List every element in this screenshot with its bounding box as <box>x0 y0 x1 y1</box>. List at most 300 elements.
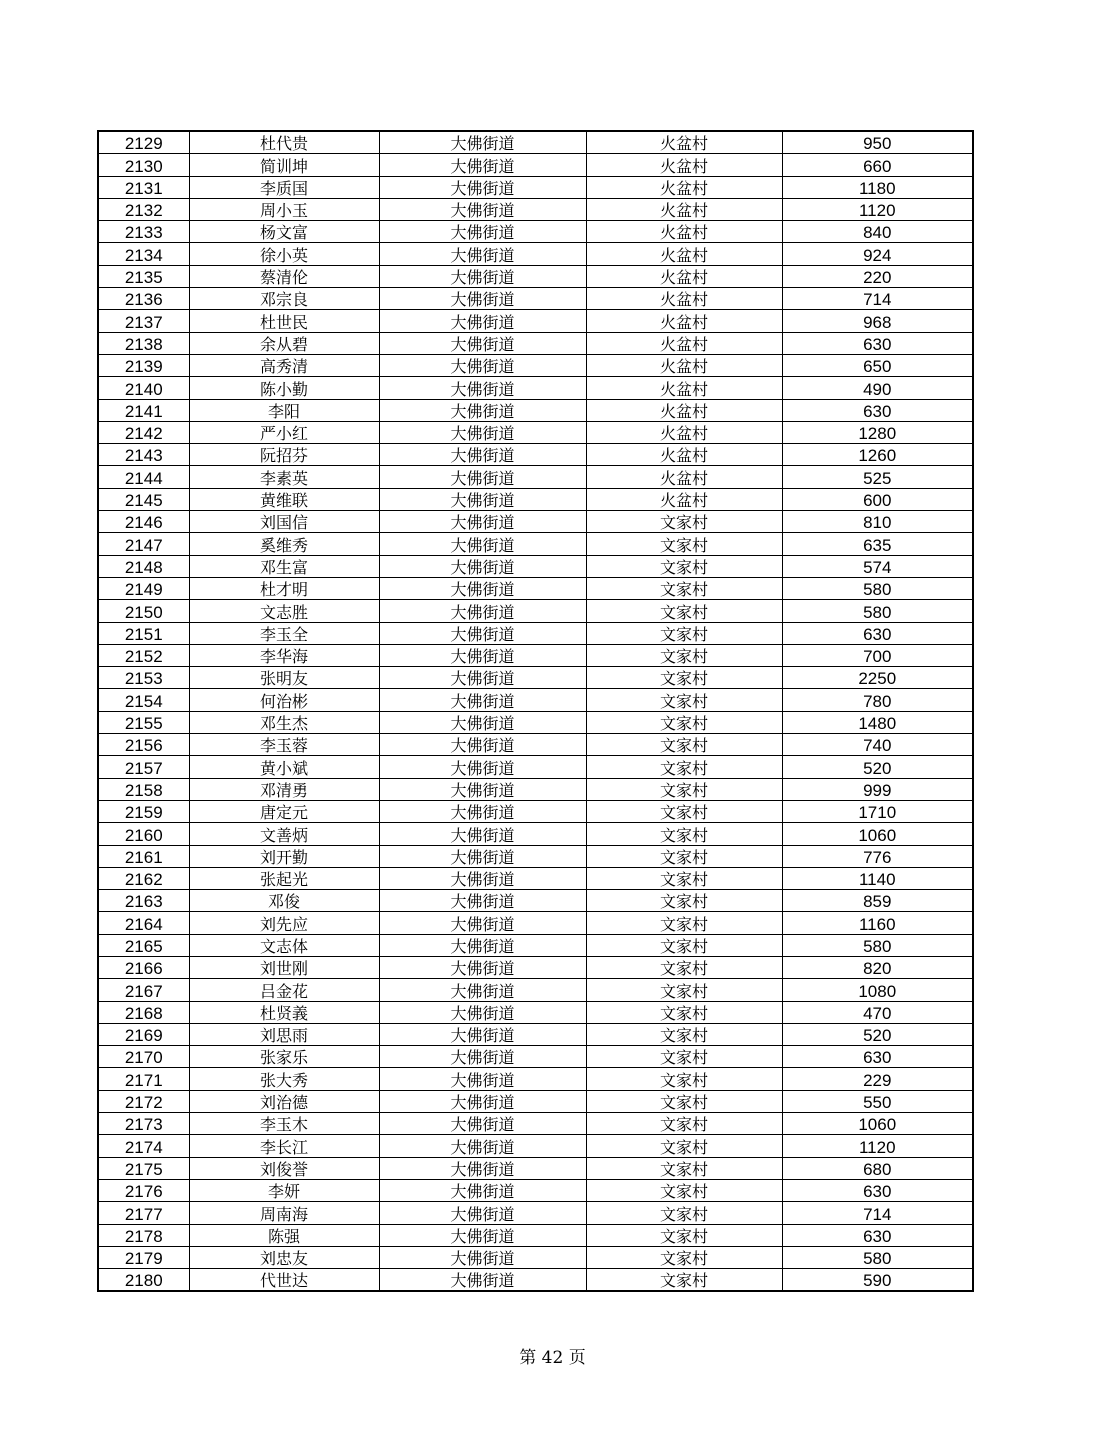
table-row <box>98 1224 973 1246</box>
cell-serial-number: 2137 <box>98 310 189 332</box>
cell-amount: 2250 <box>782 667 973 689</box>
cell-serial-number: 2136 <box>98 288 189 310</box>
cell-person-name: 李妍 <box>189 1179 379 1201</box>
cell-person-name: 刘开勤 <box>189 845 379 867</box>
cell-street: 大佛街道 <box>379 1269 586 1292</box>
cell-amount: 840 <box>782 221 973 243</box>
table-row <box>98 1157 973 1179</box>
table-row <box>98 1001 973 1023</box>
cell-street: 大佛街道 <box>379 1023 586 1045</box>
cell-amount: 630 <box>782 1046 973 1068</box>
table-row <box>98 734 973 756</box>
cell-village: 文家村 <box>586 890 782 912</box>
cell-person-name: 周南海 <box>189 1202 379 1224</box>
cell-amount: 1080 <box>782 979 973 1001</box>
table-row <box>98 711 973 733</box>
cell-street: 大佛街道 <box>379 310 586 332</box>
cell-amount: 525 <box>782 466 973 488</box>
cell-serial-number: 2160 <box>98 823 189 845</box>
cell-street: 大佛街道 <box>379 800 586 822</box>
cell-village: 文家村 <box>586 1090 782 1112</box>
cell-village: 火盆村 <box>586 176 782 198</box>
table-row <box>98 1113 973 1135</box>
cell-amount: 1180 <box>782 176 973 198</box>
table-row <box>98 756 973 778</box>
cell-village: 文家村 <box>586 912 782 934</box>
cell-serial-number: 2172 <box>98 1090 189 1112</box>
table-row <box>98 1046 973 1068</box>
cell-person-name: 奚维秀 <box>189 533 379 555</box>
cell-amount: 220 <box>782 265 973 287</box>
cell-amount: 590 <box>782 1269 973 1292</box>
cell-serial-number: 2176 <box>98 1179 189 1201</box>
table-row <box>98 1135 973 1157</box>
cell-amount: 950 <box>782 131 973 154</box>
cell-person-name: 李质国 <box>189 176 379 198</box>
cell-person-name: 李玉蓉 <box>189 734 379 756</box>
cell-person-name: 黄维联 <box>189 488 379 510</box>
cell-serial-number: 2150 <box>98 600 189 622</box>
table-row <box>98 131 973 154</box>
cell-village: 火盆村 <box>586 221 782 243</box>
table-row <box>98 778 973 800</box>
cell-amount: 520 <box>782 1023 973 1045</box>
cell-amount: 1140 <box>782 867 973 889</box>
cell-serial-number: 2170 <box>98 1046 189 1068</box>
table-row <box>98 800 973 822</box>
cell-street: 大佛街道 <box>379 131 586 154</box>
cell-person-name: 何治彬 <box>189 689 379 711</box>
cell-person-name: 刘先应 <box>189 912 379 934</box>
cell-street: 大佛街道 <box>379 221 586 243</box>
cell-serial-number: 2147 <box>98 533 189 555</box>
table-row <box>98 934 973 956</box>
cell-person-name: 高秀清 <box>189 354 379 376</box>
table-row <box>98 154 973 176</box>
cell-street: 大佛街道 <box>379 1068 586 1090</box>
table-row <box>98 689 973 711</box>
cell-village: 火盆村 <box>586 198 782 220</box>
table-row <box>98 890 973 912</box>
cell-village: 火盆村 <box>586 265 782 287</box>
cell-serial-number: 2140 <box>98 377 189 399</box>
cell-street: 大佛街道 <box>379 1046 586 1068</box>
cell-village: 文家村 <box>586 1023 782 1045</box>
cell-village: 文家村 <box>586 555 782 577</box>
cell-village: 文家村 <box>586 934 782 956</box>
cell-village: 火盆村 <box>586 332 782 354</box>
cell-village: 文家村 <box>586 622 782 644</box>
cell-person-name: 杜代贵 <box>189 131 379 154</box>
table-row <box>98 221 973 243</box>
cell-amount: 680 <box>782 1157 973 1179</box>
table-row <box>98 1179 973 1201</box>
cell-street: 大佛街道 <box>379 488 586 510</box>
table-row <box>98 377 973 399</box>
cell-serial-number: 2153 <box>98 667 189 689</box>
cell-amount: 776 <box>782 845 973 867</box>
cell-village: 文家村 <box>586 1001 782 1023</box>
cell-person-name: 陈强 <box>189 1224 379 1246</box>
cell-person-name: 吕金花 <box>189 979 379 1001</box>
table-row <box>98 421 973 443</box>
cell-amount: 580 <box>782 1246 973 1268</box>
table-row <box>98 488 973 510</box>
table-row <box>98 867 973 889</box>
cell-amount: 520 <box>782 756 973 778</box>
cell-street: 大佛街道 <box>379 1113 586 1135</box>
cell-serial-number: 2141 <box>98 399 189 421</box>
cell-amount: 924 <box>782 243 973 265</box>
cell-amount: 635 <box>782 533 973 555</box>
cell-serial-number: 2135 <box>98 265 189 287</box>
cell-village: 火盆村 <box>586 243 782 265</box>
table-body <box>98 131 973 1291</box>
cell-street: 大佛街道 <box>379 198 586 220</box>
cell-person-name: 代世达 <box>189 1269 379 1292</box>
table-row <box>98 288 973 310</box>
table-row <box>98 956 973 978</box>
cell-person-name: 黄小斌 <box>189 756 379 778</box>
cell-person-name: 阮招芬 <box>189 444 379 466</box>
cell-person-name: 邓俊 <box>189 890 379 912</box>
cell-serial-number: 2142 <box>98 421 189 443</box>
cell-village: 火盆村 <box>586 377 782 399</box>
cell-street: 大佛街道 <box>379 466 586 488</box>
cell-serial-number: 2144 <box>98 466 189 488</box>
cell-street: 大佛街道 <box>379 1179 586 1201</box>
cell-amount: 630 <box>782 399 973 421</box>
cell-amount: 740 <box>782 734 973 756</box>
cell-serial-number: 2171 <box>98 1068 189 1090</box>
cell-person-name: 陈小勤 <box>189 377 379 399</box>
cell-amount: 630 <box>782 1224 973 1246</box>
cell-village: 文家村 <box>586 1135 782 1157</box>
cell-person-name: 李长江 <box>189 1135 379 1157</box>
table-row <box>98 823 973 845</box>
cell-serial-number: 2163 <box>98 890 189 912</box>
cell-village: 火盆村 <box>586 310 782 332</box>
cell-amount: 550 <box>782 1090 973 1112</box>
cell-village: 火盆村 <box>586 399 782 421</box>
cell-street: 大佛街道 <box>379 979 586 1001</box>
cell-serial-number: 2149 <box>98 577 189 599</box>
cell-amount: 580 <box>782 934 973 956</box>
cell-amount: 714 <box>782 1202 973 1224</box>
cell-street: 大佛街道 <box>379 934 586 956</box>
table-row <box>98 265 973 287</box>
cell-amount: 1260 <box>782 444 973 466</box>
cell-person-name: 刘治德 <box>189 1090 379 1112</box>
cell-amount: 810 <box>782 511 973 533</box>
cell-amount: 1710 <box>782 800 973 822</box>
cell-serial-number: 2155 <box>98 711 189 733</box>
cell-street: 大佛街道 <box>379 778 586 800</box>
cell-amount: 490 <box>782 377 973 399</box>
cell-amount: 1480 <box>782 711 973 733</box>
table-row <box>98 1246 973 1268</box>
cell-person-name: 刘世刚 <box>189 956 379 978</box>
cell-serial-number: 2162 <box>98 867 189 889</box>
cell-street: 大佛街道 <box>379 176 586 198</box>
cell-person-name: 文志胜 <box>189 600 379 622</box>
cell-person-name: 杨文富 <box>189 221 379 243</box>
cell-street: 大佛街道 <box>379 689 586 711</box>
cell-village: 火盆村 <box>586 488 782 510</box>
cell-person-name: 张家乐 <box>189 1046 379 1068</box>
table-row <box>98 845 973 867</box>
cell-street: 大佛街道 <box>379 399 586 421</box>
cell-village: 文家村 <box>586 1246 782 1268</box>
cell-street: 大佛街道 <box>379 912 586 934</box>
cell-person-name: 邓生杰 <box>189 711 379 733</box>
cell-amount: 574 <box>782 555 973 577</box>
cell-amount: 580 <box>782 577 973 599</box>
cell-person-name: 徐小英 <box>189 243 379 265</box>
cell-village: 文家村 <box>586 644 782 666</box>
table-row <box>98 466 973 488</box>
cell-amount: 859 <box>782 890 973 912</box>
cell-street: 大佛街道 <box>379 711 586 733</box>
cell-village: 文家村 <box>586 1157 782 1179</box>
cell-street: 大佛街道 <box>379 265 586 287</box>
cell-serial-number: 2166 <box>98 956 189 978</box>
cell-village: 文家村 <box>586 867 782 889</box>
cell-street: 大佛街道 <box>379 444 586 466</box>
cell-person-name: 刘国信 <box>189 511 379 533</box>
cell-street: 大佛街道 <box>379 823 586 845</box>
cell-village: 文家村 <box>586 600 782 622</box>
table-row <box>98 332 973 354</box>
cell-village: 文家村 <box>586 800 782 822</box>
table-row <box>98 555 973 577</box>
cell-village: 文家村 <box>586 511 782 533</box>
cell-street: 大佛街道 <box>379 1001 586 1023</box>
cell-village: 文家村 <box>586 1202 782 1224</box>
cell-street: 大佛街道 <box>379 243 586 265</box>
cell-street: 大佛街道 <box>379 890 586 912</box>
cell-person-name: 杜才明 <box>189 577 379 599</box>
cell-serial-number: 2143 <box>98 444 189 466</box>
cell-village: 文家村 <box>586 1179 782 1201</box>
cell-street: 大佛街道 <box>379 154 586 176</box>
cell-serial-number: 2164 <box>98 912 189 934</box>
table-row <box>98 198 973 220</box>
table-row <box>98 622 973 644</box>
cell-street: 大佛街道 <box>379 756 586 778</box>
table-row <box>98 1202 973 1224</box>
cell-village: 文家村 <box>586 1113 782 1135</box>
cell-village: 火盆村 <box>586 421 782 443</box>
cell-village: 文家村 <box>586 1269 782 1292</box>
table-row <box>98 667 973 689</box>
cell-village: 文家村 <box>586 734 782 756</box>
cell-amount: 999 <box>782 778 973 800</box>
table-row <box>98 644 973 666</box>
cell-village: 文家村 <box>586 956 782 978</box>
cell-street: 大佛街道 <box>379 511 586 533</box>
cell-serial-number: 2175 <box>98 1157 189 1179</box>
cell-person-name: 张大秀 <box>189 1068 379 1090</box>
cell-village: 火盆村 <box>586 288 782 310</box>
cell-street: 大佛街道 <box>379 1135 586 1157</box>
table-row <box>98 310 973 332</box>
table-row <box>98 1269 973 1292</box>
cell-village: 文家村 <box>586 533 782 555</box>
cell-person-name: 李玉全 <box>189 622 379 644</box>
cell-village: 火盆村 <box>586 444 782 466</box>
cell-village: 火盆村 <box>586 131 782 154</box>
cell-street: 大佛街道 <box>379 600 586 622</box>
cell-person-name: 李华海 <box>189 644 379 666</box>
cell-street: 大佛街道 <box>379 956 586 978</box>
cell-person-name: 张明友 <box>189 667 379 689</box>
cell-serial-number: 2130 <box>98 154 189 176</box>
cell-street: 大佛街道 <box>379 421 586 443</box>
cell-amount: 1160 <box>782 912 973 934</box>
table-row <box>98 979 973 1001</box>
cell-amount: 580 <box>782 600 973 622</box>
cell-serial-number: 2154 <box>98 689 189 711</box>
cell-village: 文家村 <box>586 1046 782 1068</box>
cell-serial-number: 2168 <box>98 1001 189 1023</box>
cell-serial-number: 2157 <box>98 756 189 778</box>
cell-serial-number: 2158 <box>98 778 189 800</box>
cell-village: 文家村 <box>586 1224 782 1246</box>
cell-person-name: 邓生富 <box>189 555 379 577</box>
cell-serial-number: 2132 <box>98 198 189 220</box>
cell-serial-number: 2145 <box>98 488 189 510</box>
cell-street: 大佛街道 <box>379 622 586 644</box>
cell-person-name: 唐定元 <box>189 800 379 822</box>
table-row <box>98 511 973 533</box>
cell-person-name: 刘忠友 <box>189 1246 379 1268</box>
cell-village: 文家村 <box>586 778 782 800</box>
cell-person-name: 严小红 <box>189 421 379 443</box>
cell-village: 文家村 <box>586 689 782 711</box>
cell-amount: 1120 <box>782 1135 973 1157</box>
cell-person-name: 李阳 <box>189 399 379 421</box>
cell-village: 文家村 <box>586 756 782 778</box>
cell-street: 大佛街道 <box>379 555 586 577</box>
cell-amount: 600 <box>782 488 973 510</box>
cell-amount: 1280 <box>782 421 973 443</box>
table-row <box>98 912 973 934</box>
cell-village: 文家村 <box>586 711 782 733</box>
cell-village: 文家村 <box>586 823 782 845</box>
cell-street: 大佛街道 <box>379 734 586 756</box>
cell-serial-number: 2179 <box>98 1246 189 1268</box>
cell-street: 大佛街道 <box>379 644 586 666</box>
cell-village: 文家村 <box>586 577 782 599</box>
page-number: 第 42 页 <box>519 1348 586 1368</box>
cell-amount: 780 <box>782 689 973 711</box>
cell-amount: 1120 <box>782 198 973 220</box>
cell-serial-number: 2165 <box>98 934 189 956</box>
cell-village: 火盆村 <box>586 466 782 488</box>
cell-serial-number: 2131 <box>98 176 189 198</box>
cell-amount: 470 <box>782 1001 973 1023</box>
cell-serial-number: 2159 <box>98 800 189 822</box>
cell-amount: 968 <box>782 310 973 332</box>
cell-person-name: 蔡清伦 <box>189 265 379 287</box>
cell-serial-number: 2134 <box>98 243 189 265</box>
cell-amount: 650 <box>782 354 973 376</box>
cell-person-name: 文善炳 <box>189 823 379 845</box>
cell-serial-number: 2133 <box>98 221 189 243</box>
cell-street: 大佛街道 <box>379 332 586 354</box>
cell-street: 大佛街道 <box>379 1157 586 1179</box>
cell-serial-number: 2167 <box>98 979 189 1001</box>
cell-amount: 714 <box>782 288 973 310</box>
table-row <box>98 1023 973 1045</box>
cell-person-name: 刘俊誉 <box>189 1157 379 1179</box>
cell-person-name: 杜贤義 <box>189 1001 379 1023</box>
cell-serial-number: 2138 <box>98 332 189 354</box>
cell-street: 大佛街道 <box>379 577 586 599</box>
cell-serial-number: 2180 <box>98 1269 189 1292</box>
cell-person-name: 邓清勇 <box>189 778 379 800</box>
cell-person-name: 余从碧 <box>189 332 379 354</box>
cell-serial-number: 2173 <box>98 1113 189 1135</box>
cell-serial-number: 2151 <box>98 622 189 644</box>
cell-person-name: 邓宗良 <box>189 288 379 310</box>
cell-village: 文家村 <box>586 667 782 689</box>
cell-village: 文家村 <box>586 1068 782 1090</box>
cell-serial-number: 2156 <box>98 734 189 756</box>
cell-amount: 229 <box>782 1068 973 1090</box>
table-row <box>98 243 973 265</box>
cell-street: 大佛街道 <box>379 1224 586 1246</box>
cell-street: 大佛街道 <box>379 867 586 889</box>
cell-serial-number: 2161 <box>98 845 189 867</box>
table-row <box>98 176 973 198</box>
cell-serial-number: 2146 <box>98 511 189 533</box>
cell-person-name: 简训坤 <box>189 154 379 176</box>
cell-village: 火盆村 <box>586 354 782 376</box>
cell-serial-number: 2129 <box>98 131 189 154</box>
cell-village: 文家村 <box>586 845 782 867</box>
records-table <box>97 130 974 1292</box>
cell-amount: 630 <box>782 1179 973 1201</box>
cell-person-name: 杜世民 <box>189 310 379 332</box>
cell-amount: 630 <box>782 622 973 644</box>
cell-serial-number: 2148 <box>98 555 189 577</box>
cell-person-name: 周小玉 <box>189 198 379 220</box>
table-row <box>98 354 973 376</box>
cell-street: 大佛街道 <box>379 354 586 376</box>
cell-amount: 700 <box>782 644 973 666</box>
table-row <box>98 533 973 555</box>
cell-village: 文家村 <box>586 979 782 1001</box>
cell-street: 大佛街道 <box>379 533 586 555</box>
cell-street: 大佛街道 <box>379 845 586 867</box>
table-row <box>98 600 973 622</box>
cell-amount: 630 <box>782 332 973 354</box>
cell-amount: 820 <box>782 956 973 978</box>
cell-street: 大佛街道 <box>379 667 586 689</box>
cell-person-name: 文志体 <box>189 934 379 956</box>
cell-street: 大佛街道 <box>379 288 586 310</box>
cell-street: 大佛街道 <box>379 1090 586 1112</box>
cell-serial-number: 2178 <box>98 1224 189 1246</box>
cell-serial-number: 2169 <box>98 1023 189 1045</box>
cell-person-name: 张起光 <box>189 867 379 889</box>
cell-serial-number: 2177 <box>98 1202 189 1224</box>
cell-street: 大佛街道 <box>379 1202 586 1224</box>
cell-village: 火盆村 <box>586 154 782 176</box>
cell-serial-number: 2174 <box>98 1135 189 1157</box>
